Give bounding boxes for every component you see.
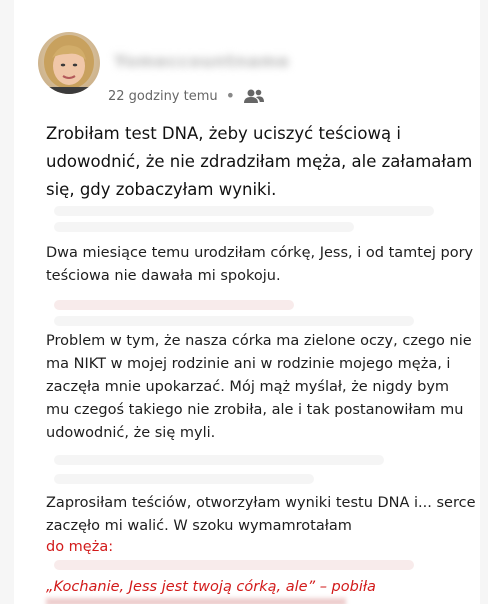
timestamp[interactable]: 22 godziny temu xyxy=(108,88,218,104)
people-icon xyxy=(243,88,265,104)
post-headline: Zrobiłam test DNA, żeby uciszyć teściową i udowodnić, że nie zdradziłam męża, ale załamałam się, gdy zobaczyłam wyniki. xyxy=(46,124,473,199)
separator-dot: • xyxy=(225,86,236,105)
post-meta xyxy=(108,88,265,104)
background-text xyxy=(54,474,314,484)
background-text xyxy=(54,316,414,326)
post-paragraph: Problem w tym, że nasza córka ma zielone oczy, czego nie ma NIKT w mojej rodzinie ani w rodzinie mojego męża, i zaczęła mnie upokarzać. Mój mąż myślał, że nigdy bym mu czegoś takiego nie zrobiła, ale i tak postanowiłam mu udowodnić, że się myli. xyxy=(46,333,472,441)
highlight-text: do męża: xyxy=(46,539,114,555)
clipped-text-fragment xyxy=(46,598,346,604)
background-text xyxy=(54,222,354,232)
post-paragraph: Zaprosiłam teściów, otworzyłam wyniki testu DNA i... serce zaczęło mi walić. W szoku wymamrotałam xyxy=(46,495,476,534)
background-text xyxy=(54,206,434,216)
background-text xyxy=(54,455,384,465)
background-text xyxy=(54,300,294,310)
highlight-text: „Kochanie, Jess jest twoją córką, ale” – pobiła xyxy=(46,579,376,595)
post-paragraph: Dwa miesiące temu urodziłam córkę, Jess, i od tamtej pory teściowa nie dawała mi spokoju. xyxy=(46,245,474,284)
avatar[interactable] xyxy=(38,32,100,94)
username[interactable]: Yomeccountname xyxy=(114,52,290,72)
post-card xyxy=(14,0,480,604)
background-text xyxy=(54,560,414,570)
